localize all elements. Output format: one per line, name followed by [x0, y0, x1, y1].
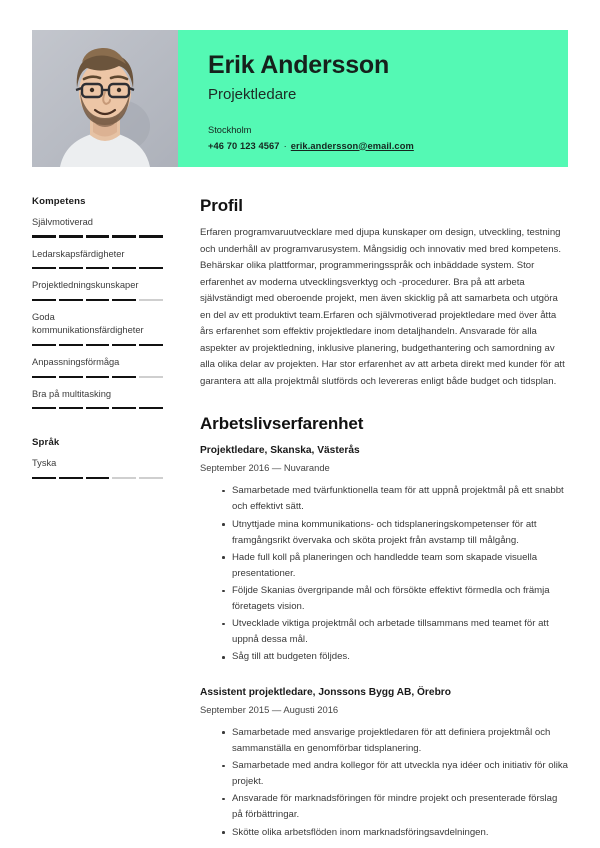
job-title: Projektledare, Skanska, Västerås: [200, 445, 360, 456]
languages-heading: Språk: [32, 437, 60, 449]
job-bullets: [200, 725, 568, 841]
skill-row: [32, 311, 163, 356]
skill-label: Bra på multitasking: [32, 388, 112, 399]
rating-segment: [59, 376, 83, 378]
rating-segment: [112, 299, 136, 301]
job-title: Projektledare: [208, 85, 297, 103]
header-accent-band: [178, 30, 568, 167]
skill-rating-bar: [32, 376, 163, 388]
rating-segment: [32, 299, 56, 301]
contact-location: Stockholm: [208, 125, 252, 136]
rating-segment: [86, 407, 110, 409]
rating-segment: [32, 344, 56, 346]
resume-body: [32, 196, 568, 843]
job-bullet: Samarbetade med andra kollegor för att utveckla nya idéer och initiativ för olika projekt.: [222, 758, 568, 790]
rating-segment: [139, 235, 163, 237]
skill-rating-bar: [32, 299, 163, 311]
job-bullet: Skötte olika arbetsflöden inom marknadsföringsavdelningen.: [222, 825, 568, 841]
job-bullet: Hade full koll på planeringen och handledde team som skapade visuella presentationer.: [222, 550, 568, 582]
rating-segment: [139, 267, 163, 269]
rating-segment: [139, 299, 163, 301]
skill-rating-bar: [32, 407, 163, 419]
skill-row: [32, 248, 163, 280]
rating-segment: [86, 477, 110, 479]
rating-segment: [32, 235, 56, 237]
skill-row: [32, 388, 163, 420]
language-row: [32, 457, 163, 489]
skill-label: Självmotiverad: [32, 217, 93, 227]
full-name: Erik Andersson: [208, 51, 390, 79]
rating-segment: [59, 235, 83, 237]
rating-segment: [112, 407, 136, 409]
rating-segment: [59, 267, 83, 269]
job-bullet: Såg till att budgeten följdes.: [222, 649, 568, 665]
skill-rating-bar: [32, 267, 163, 279]
rating-segment: [112, 344, 136, 346]
language-label: Tyska: [32, 458, 57, 469]
rating-segment: [86, 299, 110, 301]
rating-segment: [86, 267, 110, 269]
rating-segment: [112, 235, 136, 237]
rating-segment: [32, 477, 56, 479]
skill-rating-bar: [32, 235, 163, 247]
skill-row: [32, 279, 163, 311]
profile-text: Erfaren programvaruutvecklare med djupa kunskaper om design, utveckling, testning och underhåll av programvarusystem. Mångsidig och innovativ med bred kompetens. Behärskar olika plattformar, programmeringsspråk och inbäddade system. Stor erfarenhet av moderna utvecklingsverktyg och -procedurer. Bra på att arbeta självständigt med oberoende projekt, men även skicklig på att samarbeta och utgöra en del av ett produktivt team.Erfaren och självmotiverad projektledare med över åtta års erfarenhet som effektiv projektledare inom detaljhandeln. Ansvarade för alla aspekter av projektledning, inklusive planering, budgethantering och samordning av alla olika delar av projekten. Har stor erfarenhet av att arbeta direkt med kunder för att garantera att alla projektmål slutförds och levereras enligt både budget och tidsplan.: [200, 227, 565, 387]
rating-segment: [32, 267, 56, 269]
skills-list: [32, 216, 163, 419]
job-bullet: Samarbetade med ansvarige projektledaren för att definiera projektmål och sammanställa en genomförbar tidsplanering.: [222, 725, 568, 757]
skill-label: Anpassningsförmåga: [32, 357, 120, 368]
sidebar: [32, 196, 171, 489]
skill-label: Ledarskapsfärdigheter: [32, 248, 125, 259]
skill-row: [32, 216, 163, 248]
experience-heading: Arbetslivserfarenhet: [200, 414, 364, 433]
jobs-list: [200, 443, 568, 841]
job-bullet: Utvecklade viktiga projektmål och arbetade tillsammans med teamet för att uppnå dessa mål.: [222, 616, 568, 648]
rating-segment: [139, 376, 163, 378]
job-bullet: Följde Skanias övergripande mål och försökte effektivt förmedla och främja företagets vision.: [222, 583, 568, 615]
rating-segment: [86, 235, 110, 237]
skill-rating-bar: [32, 344, 163, 356]
rating-segment: [59, 407, 83, 409]
job-entry: [200, 685, 568, 841]
rating-segment: [86, 344, 110, 346]
job-bullet: Samarbetade med tvärfunktionella team för att uppnå projektmål på ett snabbt och effektivt sätt.: [222, 483, 568, 515]
rating-segment: [139, 344, 163, 346]
contact-email[interactable]: erik.andersson@email.com: [290, 140, 414, 151]
rating-segment: [32, 407, 56, 409]
rating-segment: [86, 376, 110, 378]
contact-phone: +46 70 123 4567: [208, 140, 280, 151]
resume-header: [32, 30, 568, 167]
contact-block: [208, 123, 414, 153]
job-bullet: Ansvarade för marknadsföringen för mindre projekt och presenterade förslag på förbättringar.: [222, 791, 568, 823]
job-entry: [200, 443, 568, 666]
contact-line: [208, 139, 414, 153]
rating-segment: [139, 477, 163, 479]
rating-segment: [59, 344, 83, 346]
job-dates: September 2016 — Nuvarande: [200, 462, 330, 474]
skill-row: [32, 356, 163, 388]
rating-segment: [139, 407, 163, 409]
job-title: Assistent projektledare, Jonssons Bygg AB, Örebro: [200, 686, 451, 698]
profile-heading: Profil: [200, 196, 243, 215]
languages-list: [32, 457, 163, 489]
main-content: [171, 196, 568, 843]
profile-photo: [32, 30, 178, 167]
skills-heading: Kompetens: [32, 196, 86, 207]
language-rating-bar: [32, 477, 163, 489]
job-bullets: [200, 483, 568, 665]
rating-segment: [32, 376, 56, 378]
rating-segment: [112, 376, 136, 378]
rating-segment: [59, 477, 83, 479]
rating-segment: [112, 267, 136, 269]
rating-segment: [59, 299, 83, 301]
job-dates: September 2015 — Augusti 2016: [200, 703, 339, 715]
skill-label: Goda kommunikationsfärdigheter: [32, 311, 144, 336]
skill-label: Projektledningskunskaper: [32, 280, 139, 291]
contact-separator: ·: [283, 140, 287, 151]
job-bullet: Utnyttjade mina kommunikations- och tidsplaneringskompetenser för att framgångsrikt övervaka och sköta projekt från avstamp till målgång.: [222, 517, 568, 549]
rating-segment: [112, 477, 136, 479]
